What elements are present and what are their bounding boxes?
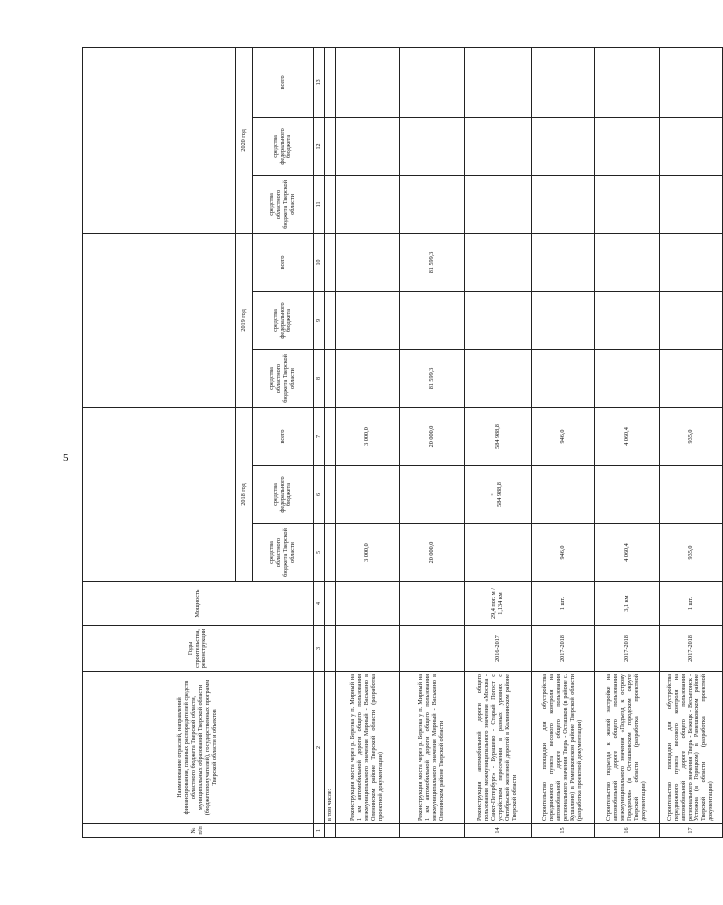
- regional-2018: 935,0: [660, 524, 723, 582]
- header-year-2018: 2018 год: [236, 407, 253, 581]
- cell-empty: [325, 117, 336, 175]
- col-index: 12: [314, 117, 325, 175]
- total-2018: 20 000,0: [400, 407, 465, 465]
- capacity: [400, 582, 465, 626]
- header-spacer-2018: [83, 407, 236, 581]
- row-number: 14: [465, 824, 532, 838]
- cell-empty: [325, 233, 336, 291]
- total-2019: [595, 233, 660, 291]
- federal-2018: [532, 466, 595, 524]
- cell-empty: [325, 291, 336, 349]
- table-row: [532, 47, 595, 837]
- federal-2020: [595, 117, 660, 175]
- total-2020: [400, 47, 465, 117]
- col-index: 5: [314, 524, 325, 582]
- row-number: [336, 824, 400, 838]
- total-2020: [465, 47, 532, 117]
- regional-2020: [532, 175, 595, 233]
- regional-2018: 20 000,0: [400, 524, 465, 582]
- federal-2019: [660, 291, 723, 349]
- header-total-2018: всего: [253, 407, 314, 465]
- capacity: [336, 582, 400, 626]
- federal-2020: [336, 117, 400, 175]
- col-index: 4: [314, 582, 325, 626]
- header-spacer-2019: [83, 233, 236, 407]
- budget-table: [82, 47, 723, 838]
- regional-2020: [400, 175, 465, 233]
- header-years: Годы строительства, реконструкции: [83, 626, 314, 672]
- header-year-2020: 2020 год: [236, 47, 253, 233]
- col-index: 2: [314, 672, 325, 824]
- total-2018: 935,0: [660, 407, 723, 465]
- header-federal-2018: средства федерального бюджета: [253, 466, 314, 524]
- federal-2019: [400, 291, 465, 349]
- total-2018: 3 000,0: [336, 407, 400, 465]
- col-index: 9: [314, 291, 325, 349]
- total-2020: [336, 47, 400, 117]
- header-regional-2019: средства областного бюджета Тверской области: [253, 349, 314, 407]
- federal-2019: [336, 291, 400, 349]
- cell-empty: [325, 582, 336, 626]
- col-index: 1: [314, 824, 325, 838]
- stray-mark: °: [492, 493, 498, 496]
- construction-years: [400, 626, 465, 672]
- total-2019: [336, 233, 400, 291]
- col-index: 13: [314, 47, 325, 117]
- header-total-2019: всего: [253, 233, 314, 291]
- row-number: 15: [532, 824, 595, 838]
- total-2019: [660, 233, 723, 291]
- total-2018: 946,0: [532, 407, 595, 465]
- federal-2018: [400, 466, 465, 524]
- regional-2018: 3 000,0: [336, 524, 400, 582]
- object-name: Строительство подъезда к жилой застройке на автомобильной дороге общего пользования межмуниципального значения «Подъезд к острову Городомля» (в Осташковском городском округе Тверской области (разработка проектной документации): [595, 672, 660, 824]
- total-2019: [465, 233, 532, 291]
- federal-2020: [400, 117, 465, 175]
- regional-2019: [660, 349, 723, 407]
- construction-years: 2017-2018: [595, 626, 660, 672]
- regional-2020: [660, 175, 723, 233]
- table-row: [595, 47, 660, 837]
- cell-empty: [325, 524, 336, 582]
- regional-2020: [336, 175, 400, 233]
- cell-empty: [325, 407, 336, 465]
- header-no: № п/п: [83, 824, 314, 838]
- capacity: 3,1 км: [595, 582, 660, 626]
- col-index: 11: [314, 175, 325, 233]
- regional-2019: 81 599,3: [400, 349, 465, 407]
- object-name: Реконструкция моста через р. Березка у п. Мирный на 1 км автомобильной дороги общего пользования межмуниципального значения Мирный - Васькино в Оленинском районе Тверской области: [400, 672, 465, 824]
- col-index: 3: [314, 626, 325, 672]
- regional-2018: [465, 524, 532, 582]
- cell-empty: [325, 349, 336, 407]
- capacity: 29,4 пог. м / 1,134 км: [465, 582, 532, 626]
- header-federal-2019: средства федерального бюджета: [253, 291, 314, 349]
- regional-2019: [465, 349, 532, 407]
- federal-2019: [465, 291, 532, 349]
- intro-label: в том числе:: [325, 672, 336, 824]
- col-index: 8: [314, 349, 325, 407]
- header-regional-2018: средства областного бюджета Тверской области: [253, 524, 314, 582]
- header-spacer-2020: [83, 47, 236, 233]
- construction-years: 2017-2018: [660, 626, 723, 672]
- total-2020: [532, 47, 595, 117]
- header-year-2019: 2019 год: [236, 233, 253, 407]
- row-number: [400, 824, 465, 838]
- row-number: 17: [660, 824, 723, 838]
- cell-empty: [325, 626, 336, 672]
- construction-years: 2017-2018: [532, 626, 595, 672]
- federal-2018: [336, 466, 400, 524]
- federal-2020: [465, 117, 532, 175]
- col-index: 6: [314, 466, 325, 524]
- header-regional-2020: средства областного бюджета Тверской области: [253, 175, 314, 233]
- cell-empty: [325, 175, 336, 233]
- total-2020: [660, 47, 723, 117]
- header-name: Наименование отраслей, направлений финансирования, главных распорядителей средств областного бюджета Тверской области, муниципальных образований Тверской области (бюджетополучателей), государственных программ Тверской области и объектов: [83, 672, 314, 824]
- page-number: 5: [63, 452, 69, 464]
- construction-years: 2016-2017: [465, 626, 532, 672]
- regional-2019: [336, 349, 400, 407]
- federal-2020: [660, 117, 723, 175]
- total-2019: 81 599,3: [400, 233, 465, 291]
- cell-empty: [325, 47, 336, 117]
- header-capacity: Мощность: [83, 582, 314, 626]
- federal-2019: [532, 291, 595, 349]
- cell-empty: [325, 824, 336, 838]
- federal-2019: [595, 291, 660, 349]
- federal-2018: 584 988,8: [496, 482, 504, 507]
- total-2018: 4 060,4: [595, 407, 660, 465]
- cell-empty: [325, 466, 336, 524]
- table-row: [336, 47, 400, 837]
- regional-2020: [595, 175, 660, 233]
- capacity: 1 шт.: [532, 582, 595, 626]
- capacity: 1 шт.: [660, 582, 723, 626]
- federal-2018: [595, 466, 660, 524]
- col-index: 7: [314, 407, 325, 465]
- object-name: Реконструкция моста через р. Березка у п. Мирный на 1 км автомобильной дороги общего пользования межмуниципального значения Мирный - Васькино в Оленинском районе Тверской области (разработка проектной документации): [336, 672, 400, 824]
- total-2019: [532, 233, 595, 291]
- regional-2019: [532, 349, 595, 407]
- row-number: 16: [595, 824, 660, 838]
- table-row: [660, 47, 723, 837]
- federal-2018-cell: [465, 466, 532, 524]
- total-2018: 584 988,8: [465, 407, 532, 465]
- regional-2018: 4 060,4: [595, 524, 660, 582]
- object-name: Строительство площадки для обустройства передвижного пункта весового контроля на автомобильной дороге общего пользования регионального значения Тверь - Осташков (в районе с. Кушалино) в Рамешковском районе Тверской области (разработка проектной документации): [532, 672, 595, 824]
- table-row: [400, 47, 465, 837]
- object-name: Реконструкция автомобильной дороги общего пользования межмуниципального значения «Москва - Санкт-Петербург» - Бурашево - Старый Погост с устройством пересечения в разных уровнях с Октябрьской железной дорогой в Калининском районе Тверской области: [465, 672, 532, 824]
- regional-2018: 946,0: [532, 524, 595, 582]
- object-name: Строительство площадки для обустройства передвижного пункта весового контроля на автомобильной дороге общего пользования регионального значения Тверь - Бежецк - Весьегонск - Устюжна (в Горицком) в Рамешковском районе Тверской области (разработка проектной документации): [660, 672, 723, 824]
- header-total-2020: всего: [253, 47, 314, 117]
- total-2020: [595, 47, 660, 117]
- col-index: 10: [314, 233, 325, 291]
- table-row: [465, 47, 532, 837]
- construction-years: [336, 626, 400, 672]
- regional-2019: [595, 349, 660, 407]
- regional-2020: [465, 175, 532, 233]
- header-federal-2020: средства федерального бюджета: [253, 117, 314, 175]
- federal-2020: [532, 117, 595, 175]
- rotated-table-wrapper: [82, 48, 715, 838]
- federal-2018: [660, 466, 723, 524]
